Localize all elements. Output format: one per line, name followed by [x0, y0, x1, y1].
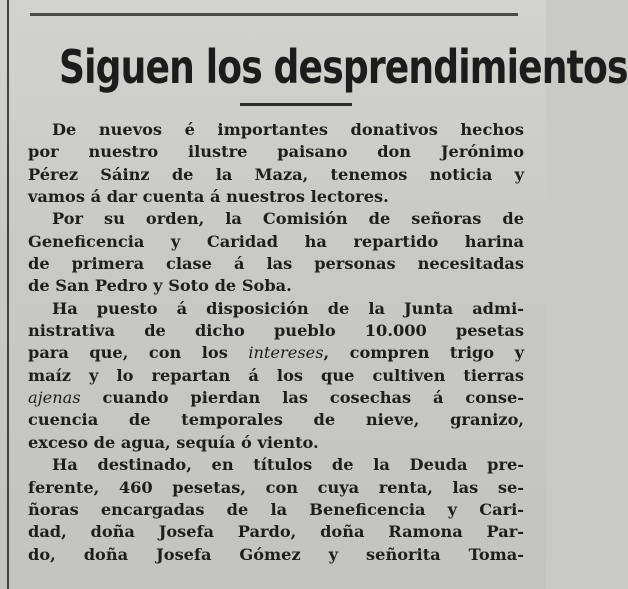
article-line: maíz y lo repartan á los que cultiven tierras: [28, 365, 524, 385]
article-line: ferente, 460 pesetas, con cuya renta, las se-: [28, 477, 524, 497]
article-line: cuencia de temporales de nieve, granizo,: [28, 410, 524, 430]
top-separator-rule: [30, 13, 518, 16]
article-line: ñoras encargadas de la Beneficencia y Cari-: [28, 499, 524, 519]
article-line: do, doña Josefa Gómez y señorita Toma-: [28, 544, 524, 564]
article-body: [28, 119, 524, 566]
article-line: dad, doña Josefa Pardo, doña Ramona Par-: [28, 522, 524, 542]
article-line: para que, con los intereses, compren trigo y: [28, 343, 525, 363]
article-line: ajenas cuando pierdan las cosechas á conse-: [28, 388, 524, 408]
article-line: de San Pedro y Soto de Soba.: [28, 276, 292, 296]
article-line: Ha destinado, en títulos de la Deuda pre-: [52, 455, 524, 475]
article-line: nistrativa de dicho pueblo 10.000 pesetas: [28, 321, 524, 341]
article-line: exceso de agua, sequía ó viento.: [28, 432, 319, 452]
article-line: De nuevos é importantes donativos hechos: [52, 120, 524, 139]
article-line: Por su orden, la Comisión de señoras de: [52, 209, 524, 229]
article-line: por nuestro ilustre paisano don Jerónimo: [28, 142, 524, 162]
headline-underline-rule: [240, 103, 352, 106]
article-line: Geneficencia y Caridad ha repartido harina: [28, 231, 524, 251]
article-line: Pérez Sáinz de la Maza, tenemos noticia y: [28, 164, 524, 184]
article-line: Ha puesto á disposición de la Junta admi-: [52, 298, 524, 318]
article-line: vamos á dar cuenta á nuestros lectores.: [28, 187, 389, 207]
column-divider-rule: [7, 0, 9, 589]
article-line: de primera clase á las personas necesitadas: [28, 254, 524, 274]
article-headline: Siguen los desprendimientos: [59, 40, 628, 94]
